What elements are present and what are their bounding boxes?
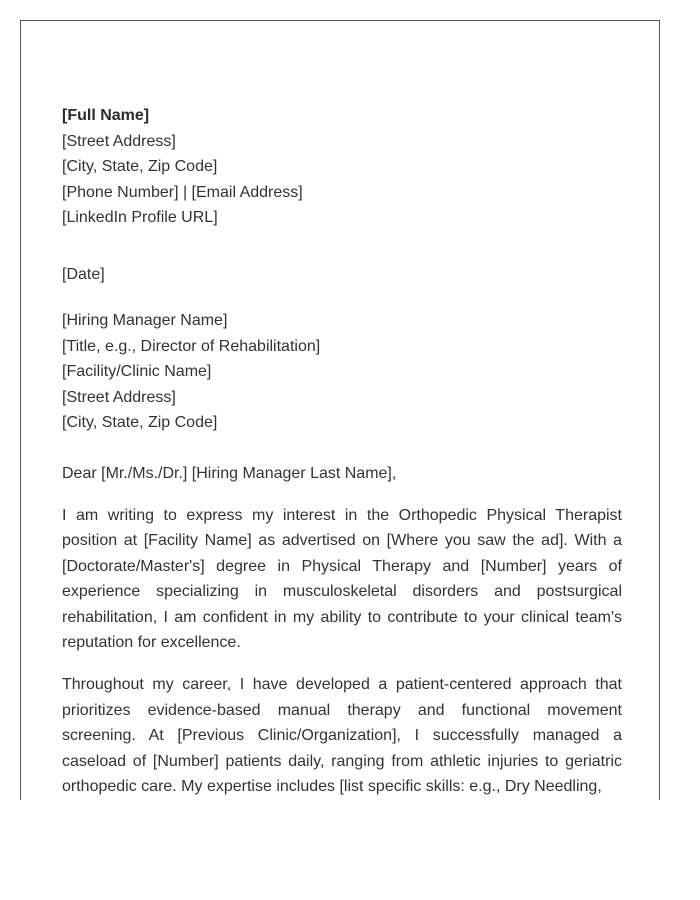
salutation: Dear [Mr./Ms./Dr.] [Hiring Manager Last Name],: [62, 464, 397, 482]
sender-block: [62, 103, 622, 231]
body-paragraph-2: Throughout my career, I have developed a patient-centered approach that prioritizes evidence-based manual therapy and functional movement screening. At [Previous Clinic/Organization], I successfully managed a caseload of [Number] patients daily, ranging from athletic injuries to geriatric orthopedic care. My expertise includes [list specific skills: e.g., Dry Needling,: [62, 676, 622, 795]
sender-full-name: [Full Name]: [62, 107, 150, 124]
sender-city-state-zip: [City, State, Zip Code]: [62, 158, 218, 175]
sender-street: [Street Address]: [62, 132, 176, 150]
letter-page: [20, 20, 660, 800]
recipient-title: [Title, e.g., Director of Rehabilitation]: [62, 337, 321, 355]
recipient-facility: [Facility/Clinic Name]: [62, 363, 212, 380]
recipient-street: [Street Address]: [62, 388, 176, 406]
letter-date: [Date]: [62, 265, 105, 283]
body-paragraph-1: I am writing to express my interest in the Orthopedic Physical Therapist position at [Facility Name] as advertised on [Where you saw the ad]. With a [Doctorate/Master's] degree in Physical Therapy and [Number] years of experience specializing in musculoskeletal disorders and postsurgical rehabilitation, I am confident in my ability to contribute to your clinical team's reputation for excellence.: [62, 506, 622, 651]
recipient-city-state-zip: [City, State, Zip Code]: [62, 414, 218, 431]
sender-linkedin: [LinkedIn Profile URL]: [62, 209, 218, 226]
letter-content: [62, 103, 622, 800]
recipient-manager-name: [Hiring Manager Name]: [62, 312, 228, 329]
recipient-block: [62, 308, 622, 436]
sender-phone-email: [Phone Number] | [Email Address]: [62, 183, 303, 201]
